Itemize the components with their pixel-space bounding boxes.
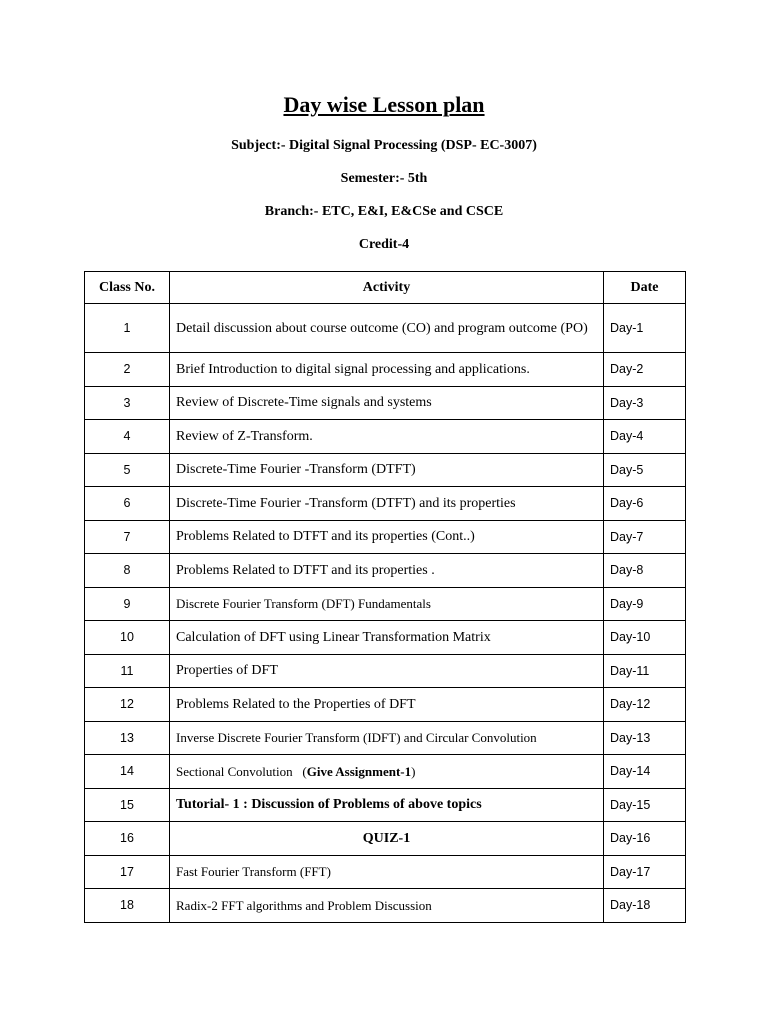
table-row — [85, 855, 686, 889]
class-no-cell: 5 — [85, 453, 170, 487]
date-cell: Day-8 — [604, 554, 686, 588]
date-cell: Day-13 — [604, 721, 686, 755]
table-row — [85, 487, 686, 521]
activity-text: Sectional Convolution — [176, 763, 293, 779]
table-row — [85, 304, 686, 353]
table-row — [85, 520, 686, 554]
date-cell: Day-1 — [604, 304, 686, 353]
activity-cell: Sectional Convolution (Give Assignment-1) — [170, 755, 604, 789]
date-cell: Day-15 — [604, 788, 686, 822]
table-row — [85, 386, 686, 420]
date-cell: Day-7 — [604, 520, 686, 554]
activity-cell: Review of Discrete-Time signals and systems — [170, 386, 604, 420]
activity-cell: Problems Related to the Properties of DFT — [170, 688, 604, 722]
activity-cell: Inverse Discrete Fourier Transform (IDFT) and Circular Convolution — [170, 721, 604, 755]
date-cell: Day-6 — [604, 487, 686, 521]
table-row — [85, 822, 686, 856]
class-no-cell: 11 — [85, 654, 170, 688]
date-cell: Day-3 — [604, 386, 686, 420]
class-no-cell: 7 — [85, 520, 170, 554]
table-row — [85, 788, 686, 822]
activity-cell: Discrete-Time Fourier -Transform (DTFT) and its properties — [170, 487, 604, 521]
table-row — [85, 420, 686, 454]
date-cell: Day-17 — [604, 855, 686, 889]
page-title: Day wise Lesson plan — [283, 92, 485, 117]
date-cell: Day-14 — [604, 755, 686, 789]
table-row — [85, 654, 686, 688]
activity-cell: Discrete Fourier Transform (DFT) Fundamentals — [170, 587, 604, 621]
activity-cell: Tutorial- 1 : Discussion of Problems of above topics — [170, 788, 604, 822]
class-no-cell: 10 — [85, 621, 170, 655]
header-activity: Activity — [170, 272, 604, 304]
class-no-cell: 18 — [85, 889, 170, 923]
activity-cell: Radix-2 FFT algorithms and Problem Discussion — [170, 889, 604, 923]
table-row — [85, 721, 686, 755]
date-cell: Day-16 — [604, 822, 686, 856]
activity-cell: Fast Fourier Transform (FFT) — [170, 855, 604, 889]
table-row — [85, 889, 686, 923]
date-cell: Day-9 — [604, 587, 686, 621]
activity-cell: Calculation of DFT using Linear Transformation Matrix — [170, 621, 604, 655]
lesson-plan-table — [84, 271, 686, 923]
assignment-note: Give Assignment-1 — [306, 763, 412, 779]
class-no-cell: 17 — [85, 855, 170, 889]
class-no-cell: 1 — [85, 304, 170, 353]
class-no-cell: 3 — [85, 386, 170, 420]
class-no-cell: 4 — [85, 420, 170, 454]
activity-cell: Problems Related to DTFT and its properties (Cont..) — [170, 520, 604, 554]
class-no-cell: 13 — [85, 721, 170, 755]
activity-cell: Discrete-Time Fourier -Transform (DTFT) — [170, 453, 604, 487]
class-no-cell: 16 — [85, 822, 170, 856]
class-no-cell: 9 — [85, 587, 170, 621]
table-row — [85, 554, 686, 588]
class-no-cell: 14 — [85, 755, 170, 789]
activity-cell: QUIZ-1 — [170, 822, 604, 856]
activity-cell: Problems Related to DTFT and its properties . — [170, 554, 604, 588]
branch-line: Branch:- ETC, E&I, E&CSe and CSCE — [264, 204, 504, 219]
table-row — [85, 621, 686, 655]
date-cell: Day-5 — [604, 453, 686, 487]
credit-line: Credit-4 — [358, 237, 410, 252]
activity-cell: Properties of DFT — [170, 654, 604, 688]
semester-line: Semester:- 5th — [340, 171, 428, 186]
class-no-cell: 12 — [85, 688, 170, 722]
class-no-cell: 15 — [85, 788, 170, 822]
date-cell: Day-4 — [604, 420, 686, 454]
class-no-cell: 8 — [85, 554, 170, 588]
date-cell: Day-10 — [604, 621, 686, 655]
class-no-cell: 2 — [85, 353, 170, 387]
subject-line: Subject:- Digital Signal Processing (DSP- EC-3007) — [231, 138, 537, 153]
activity-cell: Detail discussion about course outcome (CO) and program outcome (PO) — [170, 304, 604, 353]
table-row — [85, 353, 686, 387]
date-cell: Day-2 — [604, 353, 686, 387]
table-row — [85, 453, 686, 487]
date-cell: Day-12 — [604, 688, 686, 722]
header-date: Date — [604, 272, 686, 304]
activity-cell: Review of Z-Transform. — [170, 420, 604, 454]
table-header-row — [85, 272, 686, 304]
table-row — [85, 688, 686, 722]
header-class-no: Class No. — [85, 272, 170, 304]
class-no-cell: 6 — [85, 487, 170, 521]
activity-cell: Brief Introduction to digital signal processing and applications. — [170, 353, 604, 387]
table-row — [85, 587, 686, 621]
date-cell: Day-18 — [604, 889, 686, 923]
table-row — [85, 755, 686, 789]
date-cell: Day-11 — [604, 654, 686, 688]
